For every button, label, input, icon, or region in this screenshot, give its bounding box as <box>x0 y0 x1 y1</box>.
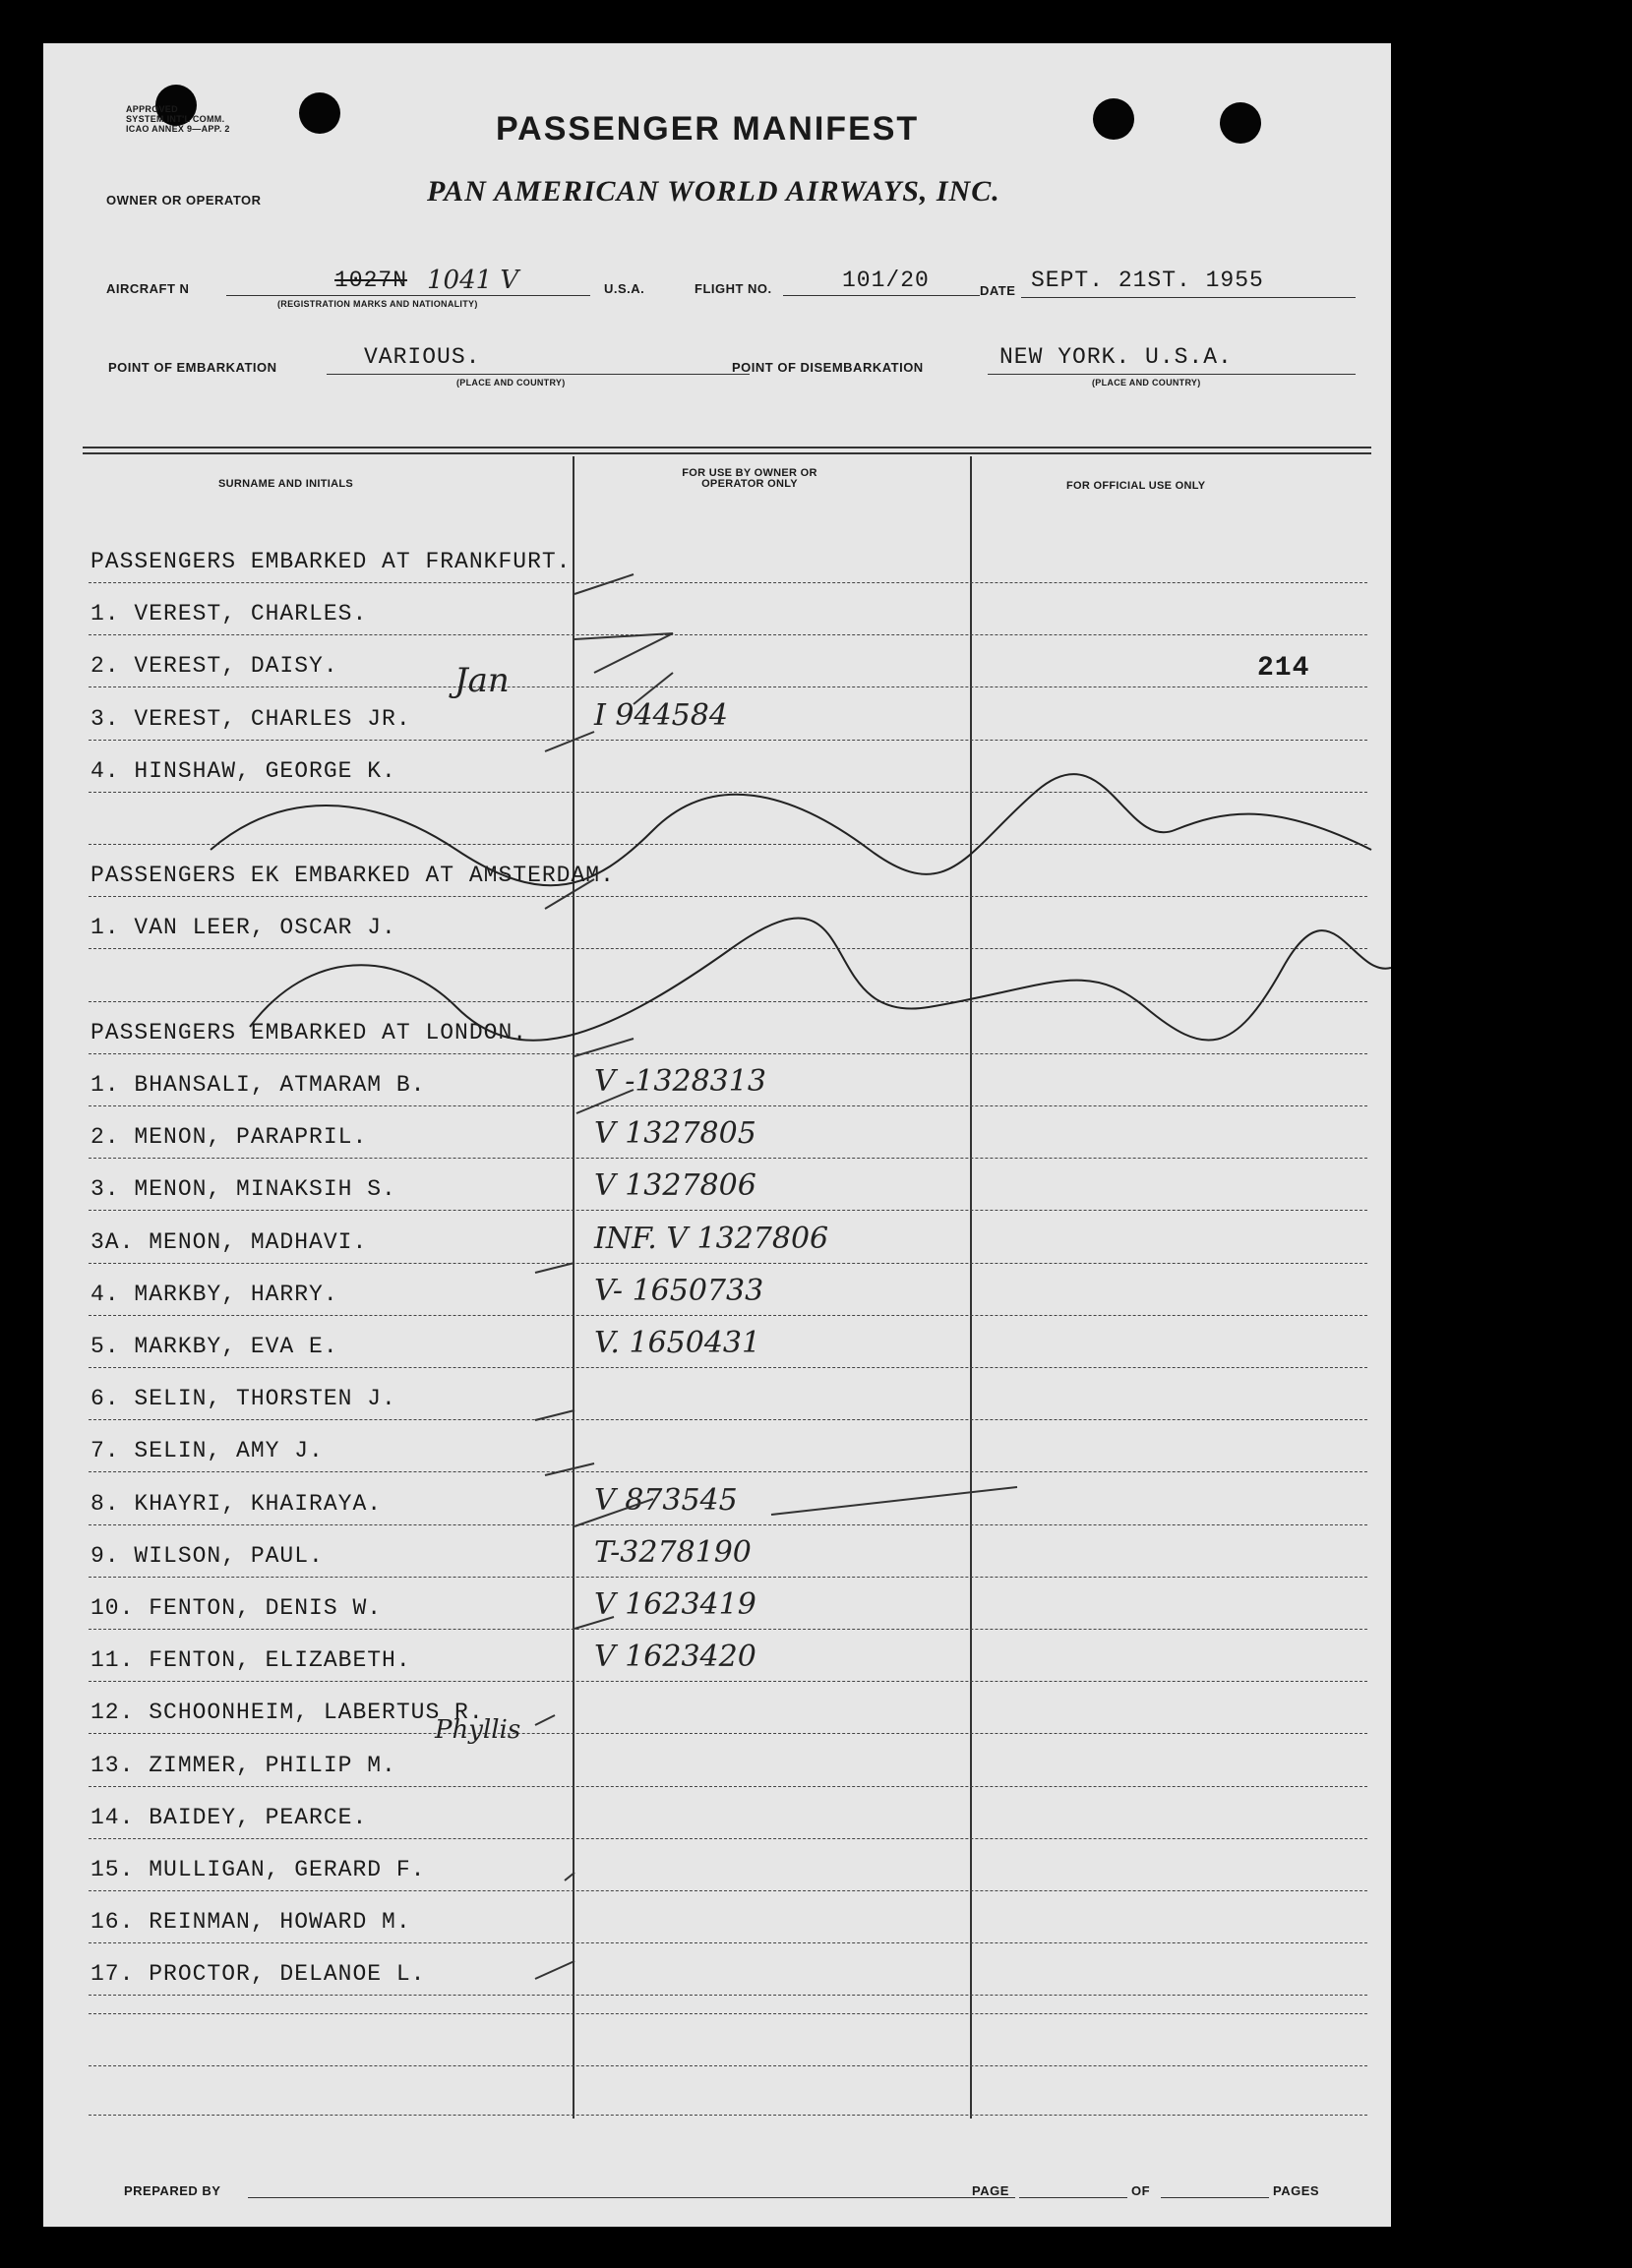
passenger-name: 2. VEREST, DAISY. <box>91 653 338 680</box>
registration-caption: (REGISTRATION MARKS AND NATIONALITY) <box>277 299 478 309</box>
approval-line: APPROVED <box>126 104 178 114</box>
aircraft-struck: 1027N <box>334 268 408 293</box>
passenger-name: 16. REINMAN, HOWARD M. <box>91 1909 411 1936</box>
operator-name: PAN AMERICAN WORLD AIRWAYS, INC. <box>427 175 1000 208</box>
passport-number: V 1623419 <box>594 1587 756 1622</box>
passport-number: V 1327805 <box>594 1116 756 1152</box>
passport-number: V 1327806 <box>594 1168 756 1204</box>
handwritten-phyllis: Phyllis <box>435 1715 521 1745</box>
approval-line: ICAO ANNEX 9—APP. 2 <box>126 124 230 134</box>
passenger-name: 11. FENTON, ELIZABETH. <box>91 1647 411 1674</box>
passenger-name: 1. VEREST, CHARLES. <box>91 601 368 627</box>
aircraft-label: AIRCRAFT N <box>106 281 190 296</box>
passenger-name: 17. PROCTOR, DELANOE L. <box>91 1961 426 1988</box>
page-label: PAGE <box>972 2183 1009 2198</box>
passport-number: V 1623420 <box>594 1640 756 1675</box>
section-heading: PASSENGERS EMBARKED AT LONDON. <box>91 1019 528 1045</box>
official-note: 214 <box>1257 653 1310 685</box>
manifest-sheet <box>43 43 1391 2227</box>
aircraft-number: 1041 V <box>427 266 519 295</box>
approval-line: SYSTEM INT'L COMM. <box>126 114 225 124</box>
column-header-surname: SURNAME AND INITIALS <box>218 478 353 490</box>
scribble-marks <box>43 43 1391 2227</box>
of-label: OF <box>1131 2183 1151 2198</box>
section-heading: PASSENGERS EK EMBARKED AT AMSTERDAM. <box>91 863 615 889</box>
passenger-name: 4. MARKBY, HARRY. <box>91 1281 338 1307</box>
flight-number: 101/20 <box>842 268 930 293</box>
passenger-name: 3. MENON, MINAKSIH S. <box>91 1176 396 1203</box>
disembarkation-label: POINT OF DISEMBARKATION <box>732 360 924 375</box>
passenger-name: 15. MULLIGAN, GERARD F. <box>91 1857 426 1882</box>
passenger-name: 4. HINSHAW, GEORGE K. <box>91 757 396 784</box>
place-caption: (PLACE AND COUNTRY) <box>456 378 566 388</box>
passenger-name: 8. KHAYRI, KHAIRAYA. <box>91 1490 383 1517</box>
section-heading: PASSENGERS EMBARKED AT FRANKFURT. <box>91 549 572 574</box>
passenger-name: 9. WILSON, PAUL. <box>91 1542 324 1569</box>
pages-label: PAGES <box>1273 2183 1320 2198</box>
passenger-name: 3. VEREST, CHARLES JR. <box>91 705 411 732</box>
passenger-name: 5. MARKBY, EVA E. <box>91 1334 338 1359</box>
prepared-by-label: PREPARED BY <box>124 2183 221 2198</box>
flight-label: FLIGHT NO. <box>695 281 772 296</box>
passenger-name: 7. SELIN, AMY J. <box>91 1438 324 1464</box>
date-label: DATE <box>980 283 1016 298</box>
handwritten-jan: Jan <box>454 661 510 700</box>
embarkation-label: POINT OF EMBARKATION <box>108 360 277 375</box>
passport-number: V -1328313 <box>594 1064 766 1099</box>
owner-label: OWNER OR OPERATOR <box>106 193 262 208</box>
column-header-official-use: FOR OFFICIAL USE ONLY <box>1066 480 1206 492</box>
passport-number: I 944584 <box>594 697 728 733</box>
page-title: PASSENGER MANIFEST <box>496 110 920 148</box>
embarkation-value: VARIOUS. <box>364 344 481 370</box>
passport-number: V. 1650431 <box>594 1326 761 1360</box>
passenger-name: 13. ZIMMER, PHILIP M. <box>91 1752 396 1778</box>
passenger-name: 10. FENTON, DENIS W. <box>91 1595 383 1621</box>
passenger-name: 1. VAN LEER, OSCAR J. <box>91 915 396 941</box>
passport-number: INF. V 1327806 <box>594 1221 829 1256</box>
nationality: U.S.A. <box>604 281 645 296</box>
passenger-name: 3A. MENON, MADHAVI. <box>91 1228 368 1255</box>
passenger-name: 6. SELIN, THORSTEN J. <box>91 1386 396 1412</box>
column-header-owner-use: FOR USE BY OWNER OR OPERATOR ONLY <box>682 467 817 490</box>
passport-number: V- 1650733 <box>594 1273 764 1308</box>
passenger-name: 1. BHANSALI, ATMARAM B. <box>91 1072 426 1098</box>
passport-number: V 873545 <box>594 1482 738 1518</box>
passenger-name: 12. SCHOONHEIM, LABERTUS R. <box>91 1700 484 1726</box>
disembarkation-value: NEW YORK. U.S.A. <box>999 344 1233 370</box>
place-caption: (PLACE AND COUNTRY) <box>1092 378 1201 388</box>
passenger-name: 14. BAIDEY, PEARCE. <box>91 1804 368 1830</box>
passenger-name: 2. MENON, PARAPRIL. <box>91 1124 368 1151</box>
passport-number: T-3278190 <box>594 1534 752 1570</box>
date-value: SEPT. 21ST. 1955 <box>1031 268 1264 293</box>
